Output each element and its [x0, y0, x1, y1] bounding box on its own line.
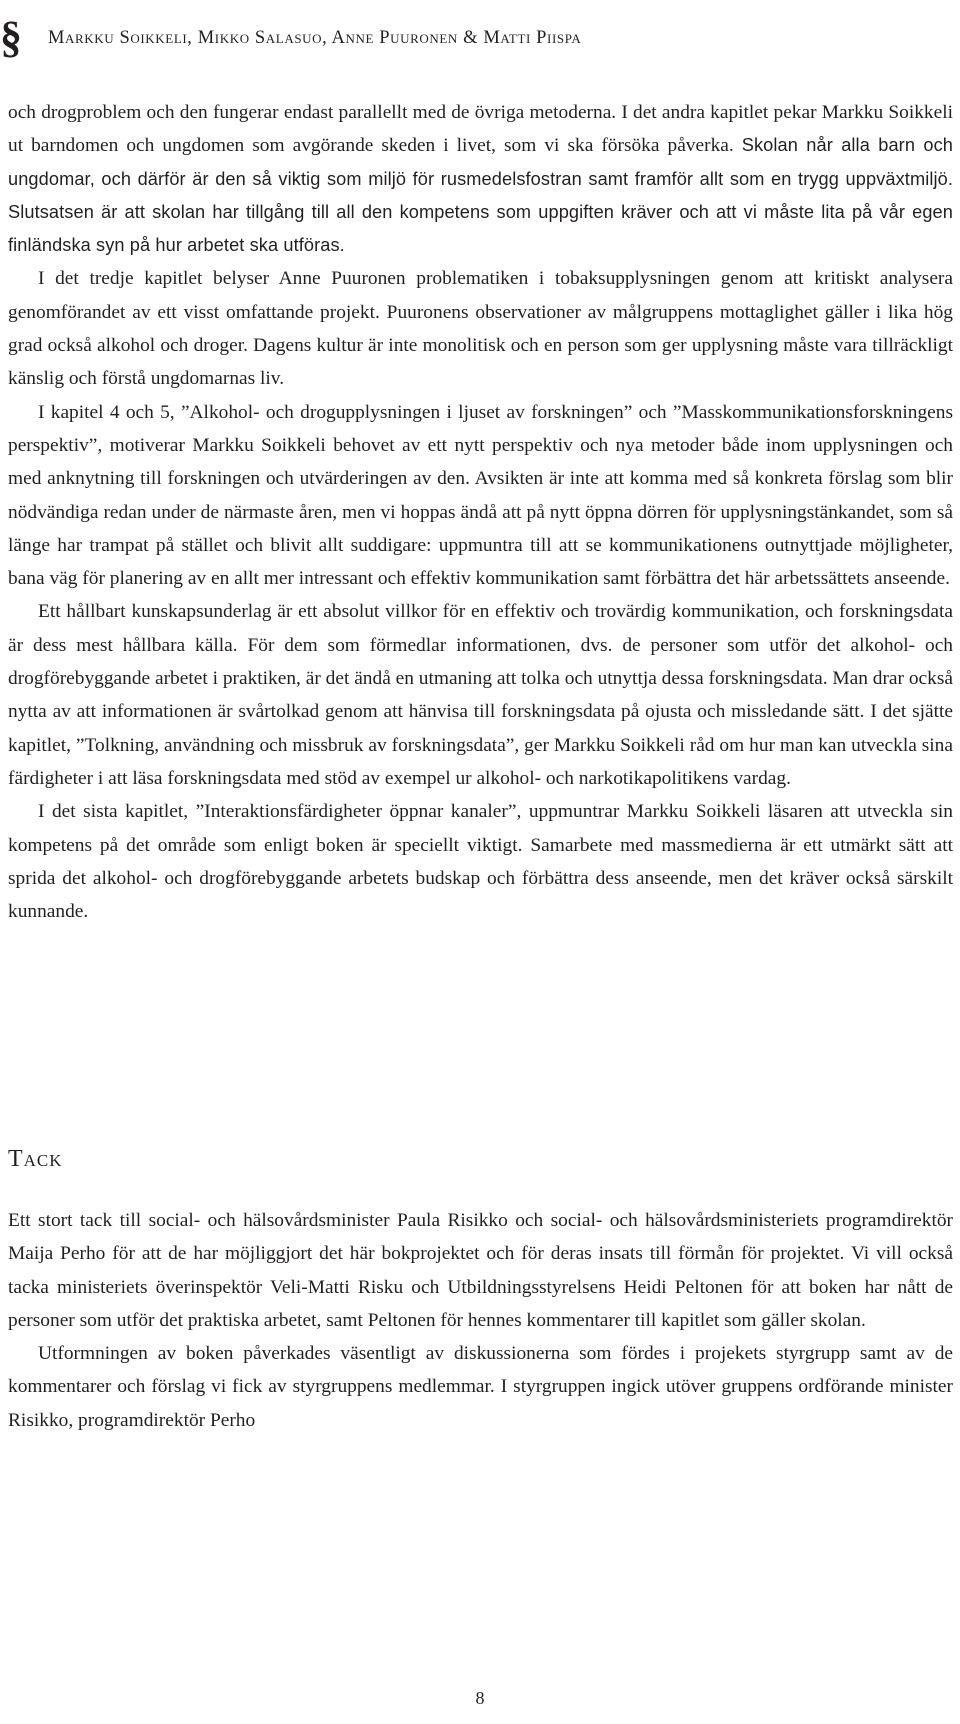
paragraph-1	[8, 96, 953, 262]
section-text	[8, 1204, 953, 1437]
section-paragraph-2: Utformningen av boken påverkades väsentligt av diskussionerna som fördes i projekets styrgrupp samt av de kommentarer och förslag vi fick av styrgruppens medlemmar. I styrgruppen ingick utöver gruppens ordförande minister Risikko, programdirektör Perho	[8, 1343, 953, 1431]
paragraph-3: I kapitel 4 och 5, ”Alkohol- och drogupplysningen i ljuset av forskningen” och ”Masskommunikationsforskningens perspektiv”, motiverar Markku Soikkeli behovet av ett nytt perspektiv och nya metoder både inom upplysningen och med anknytning till forskningen och utvärderingen av den. Avsikten är inte att komma med så konkreta förslag som blir nödvändiga redan under de närmaste åren, men vi hoppas ändå att på nytt öppna dörren för upplysningstänkandet, som så länge har trampat på stället och blivit allt suddigare: uppmuntra till att se kommunikationens outnyttjade möjligheter, bana väg för planering av en allt mer intressant och effektiv kommunikation samt förbättra det här arbetssättets anseende.	[8, 401, 953, 590]
section-heading: Tack	[8, 1146, 63, 1172]
paragraph-1-part-a: och drogproblem och den fungerar endast parallellt med de övriga metoderna. I det andra kapitlet pekar Markku Soikkeli ut barndomen och ungdomen som avgörande skeden i livet, som vi ska försöka påverka.	[8, 102, 953, 157]
paragraph-1-part-b: Skolan når alla barn och ungdomar, och därför är den så viktig som miljö för rusmedelsfostran samt framför allt som en trygg uppväxtmiljö. Slutsatsen är att skolan har tillgång till all den kompetens som uppgiften kräver och att vi måste lita på vår egen finländska syn på hur arbetet ska utföras.	[8, 135, 954, 256]
main-text	[8, 96, 953, 928]
paragraph-2: I det tredje kapitlet belyser Anne Puuronen problematiken i tobaksupplysningen genom att kritiskt analysera genomförandet av ett visst omfattande projekt. Puuronens observationer av målgruppens mottaglighet gäller i lika hög grad också alkohol och droger. Dagens kultur är inte monolitisk och en person som ger upplysning måste vara tillräckligt känslig och förstå ungdomarnas liv.	[8, 268, 953, 390]
running-header	[0, 12, 960, 62]
paragraph-4: Ett hållbart kunskapsunderlag är ett absolut villkor för en effektiv och trovärdig kommunikation, och forskningsdata är dess mest hållbara källa. För dem som förmedlar informationen, dvs. de personer som utför det alkohol- och drogförebyggande arbetet i praktiken, är det ändå en utmaning att tolka och utnyttja dessa forskningsdata. Man drar också nytta av att informationen är svårtolkad genom att hänvisa till forskningsdata på ojusta och missledande sätt. I det sjätte kapitlet, ”Tolkning, användning och missbruk av forskningsdata”, ger Markku Soikkeli råd om hur man kan utveckla sina färdigheter i att läsa forskningsdata med stöd av exempel ur alkohol- och narkotikapolitikens vardag.	[8, 601, 953, 789]
page-number: 8	[475, 1688, 485, 1708]
paragraph-5: I det sista kapitlet, ”Interaktionsfärdigheter öppnar kanaler”, uppmuntrar Markku Soikkeli läsaren att utveckla sin kompetens på det område som enligt boken är speciellt viktigt. Samarbete med massmedierna är ett utmärkt sätt att sprida det alkohol- och drogförebyggande arbetets budskap och förbättra dess anseende, men det kräver också särskilt kunnande.	[8, 801, 953, 923]
section-mark-icon: §	[0, 13, 22, 62]
section-paragraph-1: Ett stort tack till social- och hälsovårdsminister Paula Risikko och social- och hälsovårdsministeriets programdirektör Maija Perho för att de har möjliggjort det här bokprojektet och för deras insats till förmån för projektet. Vi vill också tacka ministeriets överinspektör Veli-Matti Risku och Utbildningsstyrelsens Heidi Peltonen för att boken har nått de personer som utför det praktiska arbetet, samt Peltonen för hennes kommentarer till kapitlet som gäller skolan.	[8, 1210, 953, 1331]
header-authors: Markku Soikkeli, Mikko Salasuo, Anne Puuronen & Matti Piispa	[48, 28, 582, 48]
